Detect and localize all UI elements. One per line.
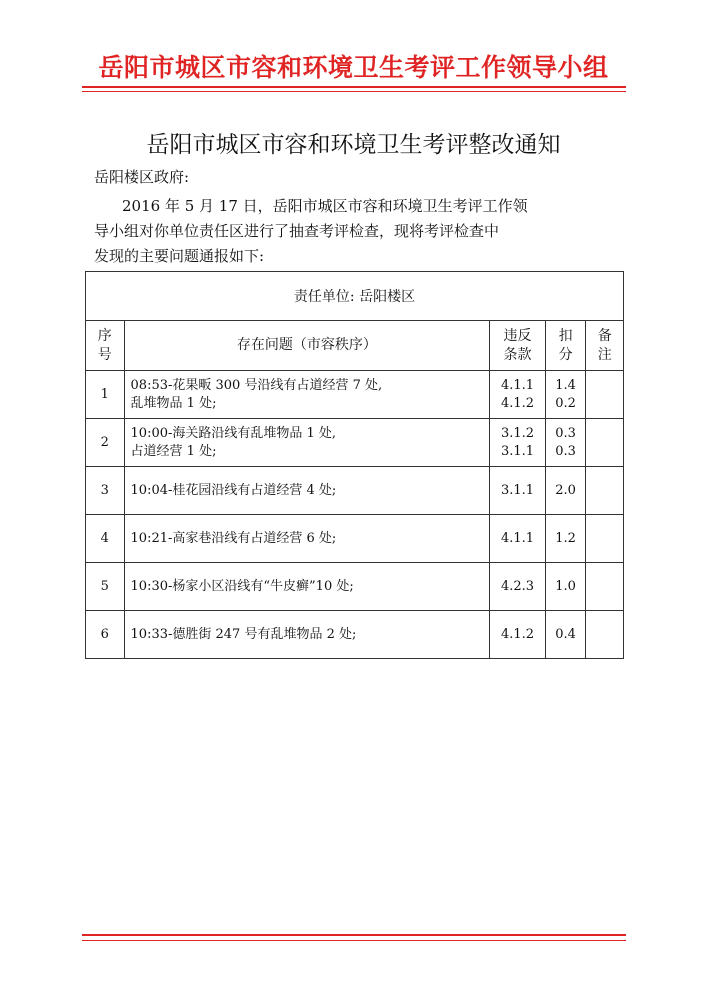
row-issue [124, 419, 490, 467]
row-number: 2 [86, 419, 125, 467]
header-serial-number [86, 321, 125, 371]
header-deducted-score [545, 321, 586, 371]
letterhead-rule-thin [82, 91, 626, 92]
letterhead-rule-thick [82, 86, 626, 88]
row-clause: 4.1.2 [490, 611, 546, 659]
row-number: 4 [86, 515, 125, 563]
paragraph-line-3: 发现的主要问题通报如下: [94, 247, 265, 265]
notice-paragraph [94, 194, 624, 269]
row-issue-line-1: 10:00-海关路沿线有乱堆物品 1 处, [130, 425, 337, 441]
row-issue: 10:21-高家巷沿线有占道经营 6 处; [124, 515, 490, 563]
header-remarks-line-1: 备 [597, 327, 612, 344]
table-row [86, 611, 624, 659]
row-clause: 3.1.1 [490, 467, 546, 515]
header-clause-line-1: 违反 [503, 327, 532, 344]
header-remarks-line-2: 注 [597, 346, 612, 363]
header-serial-line-2: 号 [97, 346, 112, 363]
table-row [86, 419, 624, 467]
header-score-line-2: 分 [558, 346, 573, 363]
row-clause [490, 419, 546, 467]
row-number: 6 [86, 611, 125, 659]
header-violated-clause [490, 321, 546, 371]
row-clause: 4.2.3 [490, 563, 546, 611]
recipient-line: 岳阳楼区政府: [94, 168, 190, 186]
row-clause-line-2: 4.1.2 [500, 395, 535, 411]
row-score: 2.0 [545, 467, 586, 515]
row-issue-line-2: 乱堆物品 1 处; [130, 395, 217, 411]
row-issue-line-2: 占道经营 1 处; [130, 443, 217, 459]
row-number: 5 [86, 563, 125, 611]
row-score-line-1: 1.4 [555, 377, 576, 393]
row-remarks [586, 611, 624, 659]
row-remarks [586, 515, 624, 563]
footer-rule-thin [82, 940, 626, 941]
letterhead-title: 岳阳市城区市容和环境卫生考评工作领导小组 [98, 53, 609, 82]
table-header-row [86, 321, 624, 371]
row-remarks [586, 419, 624, 467]
row-score: 1.0 [545, 563, 586, 611]
paragraph-line-1: 2016 年 5 月 17 日，岳阳市城区市容和环境卫生考评工作领 [122, 197, 528, 215]
issues-table [85, 271, 624, 659]
row-remarks [586, 467, 624, 515]
header-clause-line-2: 条款 [503, 346, 532, 363]
row-clause-line-2: 3.1.1 [500, 443, 535, 459]
responsible-unit-cell: 责任单位: 岳阳楼区 [86, 272, 624, 321]
row-score: 0.4 [545, 611, 586, 659]
header-issue: 存在问题（市容秩序） [124, 321, 490, 371]
table-row [86, 515, 624, 563]
row-score [545, 419, 586, 467]
row-remarks [586, 563, 624, 611]
row-score-line-2: 0.2 [555, 395, 576, 411]
row-clause: 4.1.1 [490, 515, 546, 563]
row-number: 1 [86, 371, 125, 419]
row-score-line-1: 0.3 [555, 425, 576, 441]
row-issue: 10:04-桂花园沿线有占道经营 4 处; [124, 467, 490, 515]
responsible-unit-row [86, 272, 624, 321]
table-row [86, 371, 624, 419]
footer-rule-thick [82, 934, 626, 936]
row-clause [490, 371, 546, 419]
header-remarks [586, 321, 624, 371]
row-score [545, 371, 586, 419]
row-remarks [586, 371, 624, 419]
row-issue [124, 371, 490, 419]
row-number: 3 [86, 467, 125, 515]
row-clause-line-1: 3.1.2 [500, 425, 535, 441]
table-row [86, 563, 624, 611]
header-score-line-1: 扣 [558, 327, 573, 344]
header-serial-line-1: 序 [97, 327, 112, 344]
document-title: 岳阳市城区市容和环境卫生考评整改通知 [146, 132, 561, 158]
row-issue: 10:33-德胜街 247 号有乱堆物品 2 处; [124, 611, 490, 659]
table-row [86, 467, 624, 515]
row-issue: 10:30-杨家小区沿线有“牛皮癣”10 处; [124, 563, 490, 611]
row-score-line-2: 0.3 [555, 443, 576, 459]
row-score: 1.2 [545, 515, 586, 563]
row-clause-line-1: 4.1.1 [500, 377, 535, 393]
row-issue-line-1: 08:53-花果畈 300 号沿线有占道经营 7 处, [130, 377, 383, 393]
paragraph-line-2: 导小组对你单位责任区进行了抽查考评检查，现将考评检查中 [94, 222, 500, 240]
